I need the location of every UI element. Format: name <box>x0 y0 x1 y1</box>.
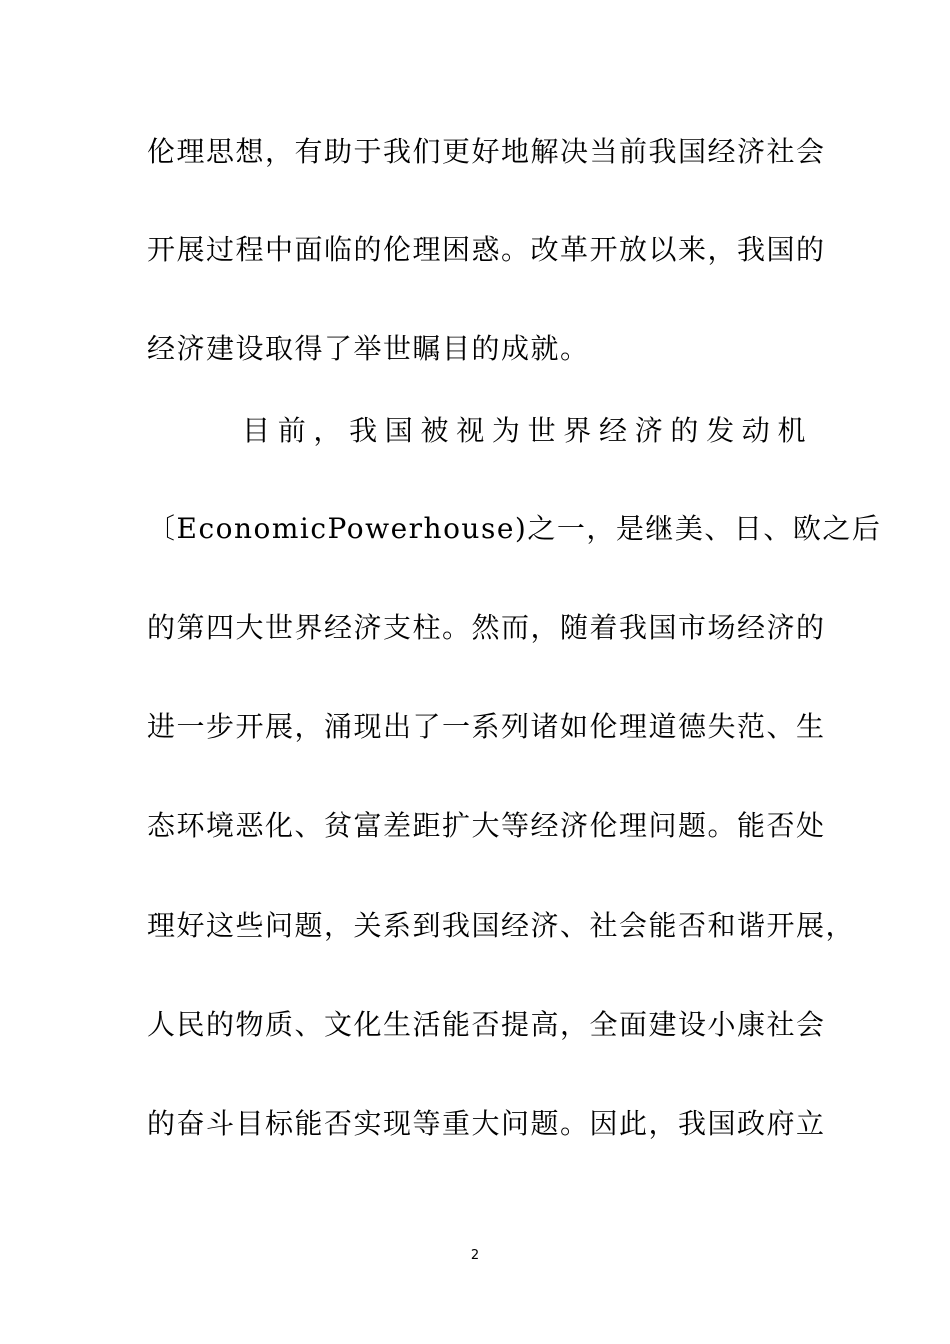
body-text-line: 开展过程中面临的伦理困惑。改革开放以来，我国的 <box>147 233 826 266</box>
page-number: 2 <box>470 1248 480 1263</box>
body-text-line: 的第四大世界经济支柱。然而，随着我国市场经济的 <box>147 611 826 644</box>
body-text-line: 态环境恶化、贫富差距扩大等经济伦理问题。能否处 <box>147 809 826 842</box>
body-text-line: 伦理思想，有助于我们更好地解决当前我国经济社会 <box>147 135 826 168</box>
body-text-line: 人民的物质、文化生活能否提高，全面建设小康社会 <box>147 1008 826 1041</box>
paragraph-first-line: 目前，我国被视为世界经济的发动机 <box>242 414 807 447</box>
body-text-line: 〔EconomicPowerhouse)之一，是继美、日、欧之后 <box>147 512 882 545</box>
body-text-line: 经济建设取得了举世瞩目的成就。 <box>147 332 590 365</box>
body-text-line: 进一步开展，涌现出了一系列诸如伦理道德失范、生 <box>147 710 826 743</box>
body-text-line: 的奋斗目标能否实现等重大问题。因此，我国政府立 <box>147 1107 826 1140</box>
body-text-line: 理好这些问题，关系到我国经济、社会能否和谐开展， <box>147 909 856 942</box>
